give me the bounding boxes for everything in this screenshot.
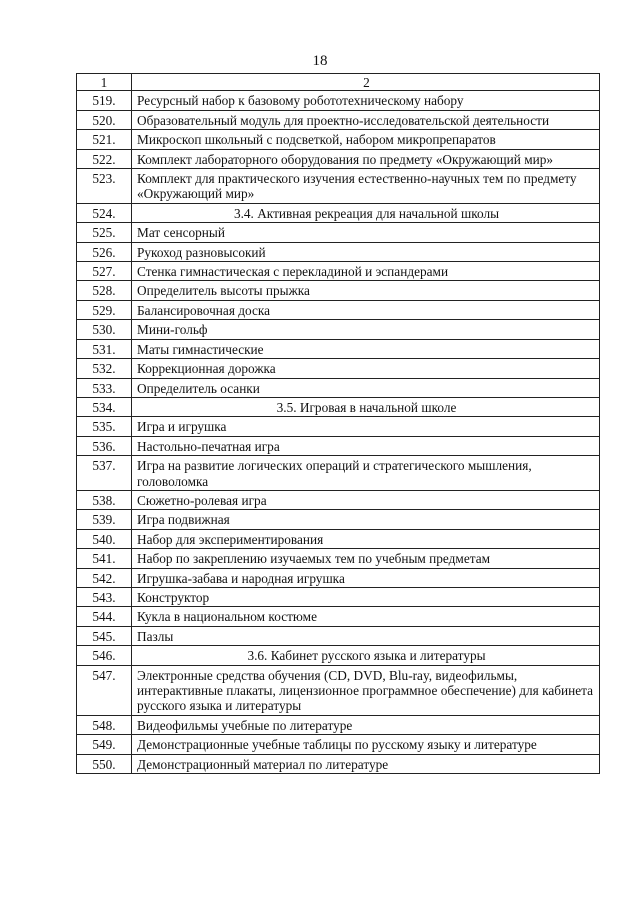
item-name: Балансировочная доска <box>132 300 600 319</box>
row-number: 546. <box>77 646 132 665</box>
item-name: Маты гимнастические <box>132 339 600 358</box>
item-name: Демонстрационный материал по литературе <box>132 754 600 773</box>
row-number: 527. <box>77 262 132 281</box>
table-row <box>77 549 600 568</box>
table-row <box>77 262 600 281</box>
item-name: Микроскоп школьный с подсветкой, набором микропрепаратов <box>132 130 600 149</box>
table-row <box>77 735 600 754</box>
item-name: Коррекционная дорожка <box>132 359 600 378</box>
row-number: 521. <box>77 130 132 149</box>
item-name: Стенка гимнастическая с перекладиной и эспандерами <box>132 262 600 281</box>
item-name: Определитель осанки <box>132 378 600 397</box>
row-number: 547. <box>77 665 132 715</box>
row-number: 549. <box>77 735 132 754</box>
item-name: Рукоход разновысокий <box>132 242 600 261</box>
table-row <box>77 130 600 149</box>
table-row <box>77 320 600 339</box>
row-number: 525. <box>77 223 132 242</box>
table-row <box>77 456 600 491</box>
row-number: 544. <box>77 607 132 626</box>
row-number: 545. <box>77 626 132 645</box>
section-title: 3.5. Игровая в начальной школе <box>132 397 600 416</box>
item-name: Конструктор <box>132 587 600 606</box>
row-number: 550. <box>77 754 132 773</box>
table-row <box>77 91 600 110</box>
item-name: Игрушка-забава и народная игрушка <box>132 568 600 587</box>
row-number: 532. <box>77 359 132 378</box>
header-col-1: 1 <box>77 74 132 91</box>
item-name: Настольно-печатная игра <box>132 436 600 455</box>
row-number: 520. <box>77 110 132 129</box>
row-number: 535. <box>77 417 132 436</box>
item-name: Игра на развитие логических операций и стратегического мышления, головоломка <box>132 456 600 491</box>
table-row <box>77 417 600 436</box>
item-name: Комплект лабораторного оборудования по предмету «Окружающий мир» <box>132 149 600 168</box>
row-number: 538. <box>77 490 132 509</box>
table-row <box>77 490 600 509</box>
row-number: 526. <box>77 242 132 261</box>
table-row <box>77 300 600 319</box>
table-row <box>77 607 600 626</box>
table-row <box>77 359 600 378</box>
table-header-row <box>77 74 600 91</box>
item-name: Игра и игрушка <box>132 417 600 436</box>
item-name: Видеофильмы учебные по литературе <box>132 715 600 734</box>
page-number: 18 <box>312 53 328 69</box>
table-row <box>77 378 600 397</box>
table-row <box>77 626 600 645</box>
table-row <box>77 510 600 529</box>
row-number: 523. <box>77 169 132 204</box>
item-name: Демонстрационные учебные таблицы по русскому языку и литературе <box>132 735 600 754</box>
equipment-table <box>76 73 600 774</box>
item-name: Комплект для практического изучения естественно-научных тем по предмету «Окружающий мир» <box>132 169 600 204</box>
table-row <box>77 242 600 261</box>
section-heading-row <box>77 397 600 416</box>
table-row <box>77 149 600 168</box>
table-row <box>77 223 600 242</box>
section-title: 3.6. Кабинет русского языка и литературы <box>132 646 600 665</box>
section-title: 3.4. Активная рекреация для начальной школы <box>132 203 600 222</box>
item-name: Мат сенсорный <box>132 223 600 242</box>
item-name: Сюжетно-ролевая игра <box>132 490 600 509</box>
row-number: 528. <box>77 281 132 300</box>
item-name: Набор для экспериментирования <box>132 529 600 548</box>
table-row <box>77 715 600 734</box>
table-row <box>77 587 600 606</box>
row-number: 541. <box>77 549 132 568</box>
row-number: 548. <box>77 715 132 734</box>
table-row <box>77 281 600 300</box>
header-col-2: 2 <box>132 74 600 91</box>
row-number: 542. <box>77 568 132 587</box>
item-name: Игра подвижная <box>132 510 600 529</box>
table-row <box>77 754 600 773</box>
table-row <box>77 436 600 455</box>
row-number: 519. <box>77 91 132 110</box>
row-number: 533. <box>77 378 132 397</box>
row-number: 529. <box>77 300 132 319</box>
table-row <box>77 339 600 358</box>
item-name: Электронные средства обучения (CD, DVD, Blu-ray, видеофильмы, интерактивные плакаты, лицензионное программное обеспечение) для кабинета русского языка и литературы <box>132 665 600 715</box>
item-name: Определитель высоты прыжка <box>132 281 600 300</box>
item-name: Пазлы <box>132 626 600 645</box>
item-name: Мини-гольф <box>132 320 600 339</box>
row-number: 539. <box>77 510 132 529</box>
table-row <box>77 665 600 715</box>
row-number: 543. <box>77 587 132 606</box>
row-number: 540. <box>77 529 132 548</box>
table-row <box>77 529 600 548</box>
row-number: 537. <box>77 456 132 491</box>
row-number: 530. <box>77 320 132 339</box>
item-name: Набор по закреплению изучаемых тем по учебным предметам <box>132 549 600 568</box>
section-heading-row <box>77 203 600 222</box>
row-number: 536. <box>77 436 132 455</box>
section-heading-row <box>77 646 600 665</box>
table-row <box>77 169 600 204</box>
item-name: Кукла в национальном костюме <box>132 607 600 626</box>
table-row <box>77 110 600 129</box>
row-number: 531. <box>77 339 132 358</box>
table-row <box>77 568 600 587</box>
item-name: Образовательный модуль для проектно-исследовательской деятельности <box>132 110 600 129</box>
row-number: 524. <box>77 203 132 222</box>
item-name: Ресурсный набор к базовому робототехническому набору <box>132 91 600 110</box>
row-number: 534. <box>77 397 132 416</box>
row-number: 522. <box>77 149 132 168</box>
